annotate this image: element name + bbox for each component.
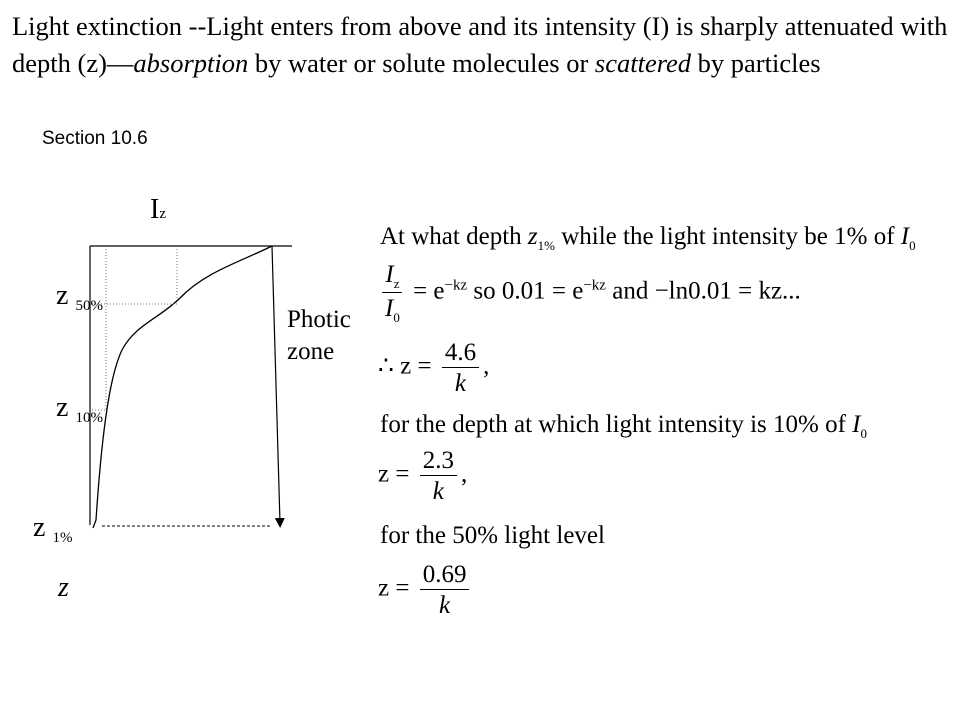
eq3-fraction [420, 448, 457, 504]
question-text-3: of [867, 223, 901, 250]
eq1-num: I [385, 261, 394, 288]
z1-label-sub: 1% [52, 530, 73, 546]
line4-text: for the [380, 522, 453, 549]
heading-text-2: by water or solute molecules or [248, 48, 595, 78]
line-50pct [380, 523, 605, 548]
eq1-exp: −kz [444, 277, 468, 294]
eq1-fraction [382, 262, 403, 324]
line4-post: light level [498, 522, 605, 549]
depth-axis-label: z [58, 572, 69, 603]
z1-label-main: z [33, 512, 46, 543]
equation-2 [378, 340, 489, 396]
equation-4 [378, 562, 473, 618]
question-line [380, 224, 916, 252]
eq1-and: and −ln0.01 = kz... [605, 277, 801, 305]
section-label: Section 10.6 [42, 128, 148, 149]
line3-text: for the depth at which light intensity is [380, 411, 773, 438]
intensity-label [150, 196, 166, 224]
z50-label [56, 280, 103, 314]
depth-arrow [272, 246, 280, 523]
equation-3 [378, 448, 467, 504]
photic-line-1: Photic [287, 306, 351, 333]
question-pct: 1% [834, 223, 868, 250]
eq1-num-sub: z [393, 276, 400, 291]
line3-of: of [818, 411, 853, 438]
question-I-sub: 0 [909, 238, 916, 253]
question-z: z [527, 223, 538, 250]
z10-label [56, 392, 103, 426]
eq3-num: 2.3 [420, 448, 457, 476]
intensity-curve [93, 246, 272, 528]
eq1-den: I [385, 295, 394, 322]
eq4-den: k [439, 592, 451, 619]
question-I: I [900, 223, 910, 250]
heading-text-1: Light extinction --Light enters from above and its intensity (I) is sharply attenuated with depth (z)— [12, 11, 948, 78]
z1-label [33, 512, 73, 546]
eq1-exp2: −kz [583, 277, 606, 294]
eq3-post: , [460, 460, 468, 488]
heading-text-3: by particles [691, 48, 821, 78]
eq1-rhs: = e [406, 277, 445, 305]
eq1-so: so 0.01 = e [467, 277, 584, 305]
question-z-sub: 1% [537, 238, 555, 253]
intensity-label-sub: z [159, 206, 166, 222]
line-10pct [380, 412, 867, 440]
heading-em-scattered: scattered [594, 48, 692, 78]
line4-pct: 50% [452, 522, 499, 549]
eq2-fraction [442, 340, 479, 396]
photic-line-2: zone [287, 338, 335, 365]
eq2-den: k [454, 370, 467, 397]
eq2-post: , [483, 352, 490, 380]
eq4-fraction [420, 562, 470, 618]
equation-1 [378, 262, 801, 324]
line3-I: I [852, 411, 861, 438]
line3-pct: 10% [773, 411, 819, 438]
z50-label-main: z [56, 280, 69, 311]
intensity-label-main: I [150, 194, 160, 225]
line3-I-sub: 0 [860, 426, 867, 441]
question-text-1: At what depth [380, 223, 528, 250]
question-text-2: while the light intensity be [554, 223, 835, 250]
z50-label-sub: 50% [75, 298, 103, 314]
eq2-num: 4.6 [442, 340, 479, 368]
eq1-den-sub: 0 [393, 310, 400, 325]
heading-em-absorption: absorption [133, 48, 249, 78]
z10-label-main: z [56, 392, 69, 423]
eq3-pre: z = [378, 460, 416, 488]
z10-label-sub: 10% [75, 410, 103, 426]
eq3-den: k [432, 478, 444, 505]
eq4-pre: z = [378, 574, 416, 602]
photic-zone-label [287, 304, 351, 368]
eq4-num: 0.69 [420, 562, 470, 590]
eq2-pre: ∴ z = [378, 352, 438, 380]
